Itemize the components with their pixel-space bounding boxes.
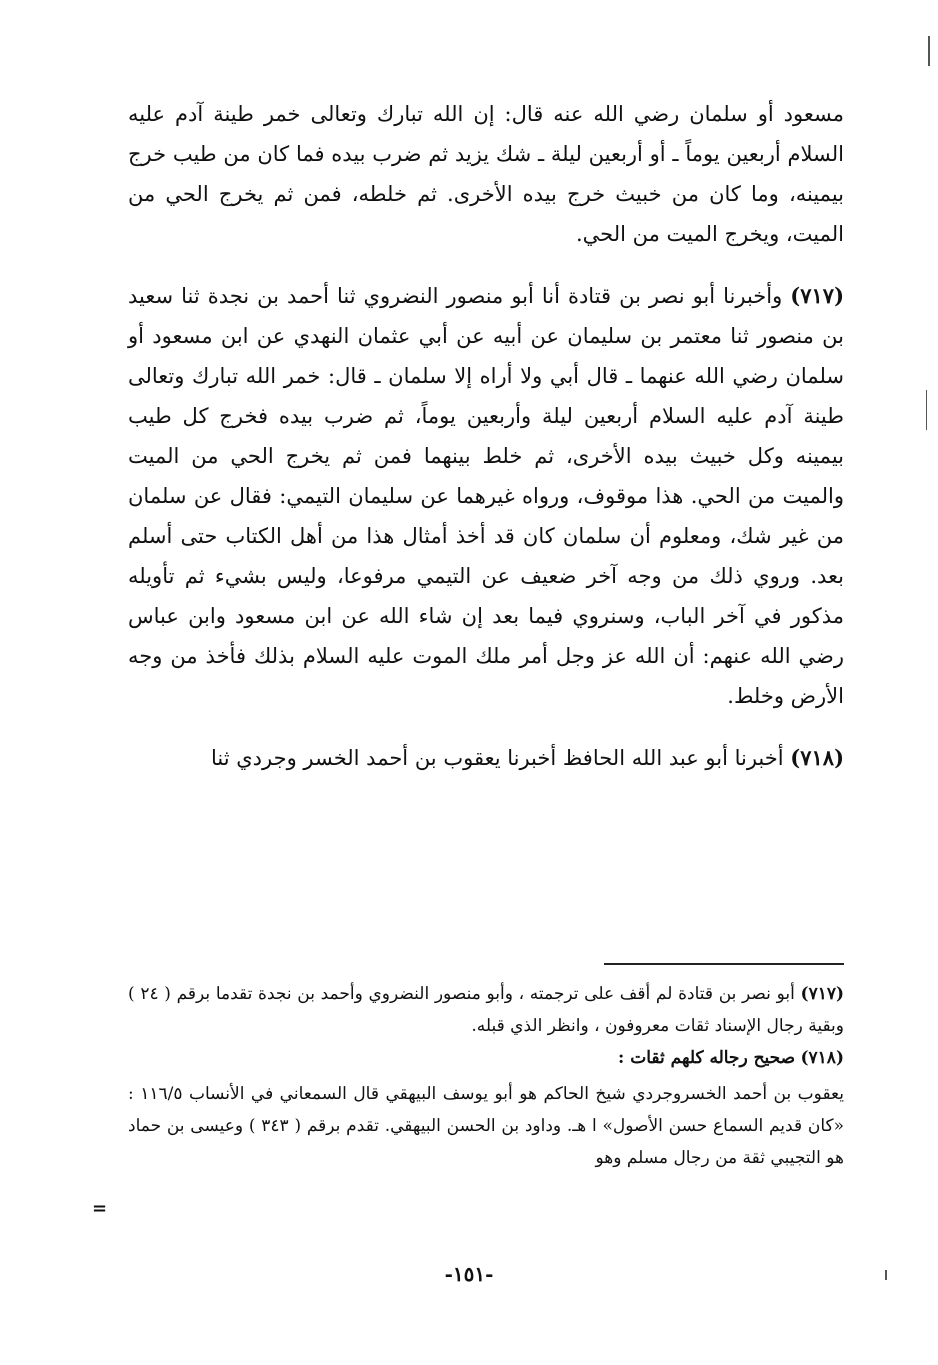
paragraph-number: (٧١٧) (790, 283, 844, 308)
paragraph-718 (128, 738, 844, 778)
page-number: -١٥١- (444, 1262, 494, 1286)
footnote-718-heading (128, 1042, 844, 1074)
footnote-718-body (128, 1078, 844, 1174)
paragraph-text: مسعود أو سلمان رضي الله عنه قال: إن الله تبارك وتعالى خمر طينة آدم عليه السلام أربعين يوماً ـ أو أربعين ليلة ـ شك يزيد ثم ضرب بيده فما كان من طيب خرج بيمينه، وما كان من خبيث خرج بيده الأخرى. ثم خلطه، فمن ثم يخرج الحي من الميت، ويخرج الميت من الحي. (128, 102, 844, 246)
paragraph-continuation (128, 94, 844, 254)
footnotes (128, 978, 844, 1174)
paragraph-717 (128, 276, 844, 716)
footnote-717 (128, 978, 844, 1042)
footnote-text: يعقوب بن أحمد الخسروجردي شيخ الحاكم هو أبو يوسف البيهقي قال السمعاني في الأنساب ١١٦/٥ : «كان قديم السماع حسن الأصول» ا هـ. وداود بن الحسن البيهقي. تقدم برقم ( ٣٤٣ ) وعيسى بن حماد هو التجيبي ثقة من رجال مسلم وهو (128, 1084, 845, 1168)
footnote-text: أبو نصر بن قتادة لم أقف على ترجمته ، وأبو منصور النضروي وأحمد بن نجدة تقدما برقم ( ٢٤ ) وبقية رجال الإسناد ثقات معروفون ، وانظر الذي قبله. (128, 984, 844, 1036)
footnote-heading: صحيح رجاله كلهم ثقات : (618, 1048, 796, 1068)
continuation-mark: = (92, 1198, 108, 1219)
scan-edge-mark (928, 36, 930, 66)
main-text (128, 94, 844, 778)
paragraph-text: وأخبرنا أبو نصر بن قتادة أنا أبو منصور النضروي ثنا أحمد بن نجدة ثنا سعيد بن منصور ثنا معتمر بن سليمان عن أبيه عن أبي عثمان النهدي عن ابن مسعود أو سلمان رضي الله عنهما ـ قال أبي ولا أراه إلا سلمان ـ قال: خمر الله تبارك وتعالى طينة آدم عليه السلام أربعين ليلة وأربعين يوماً، ثم ضرب بيده فخرج كل طيب بيمينه وكل خبيث بيده الأخرى، ثم خلط بينهما فمن ثم يخرج الحي من الميت والميت من الحي. هذا موقوف، ورواه غيرهما عن سليمان التيمي: فقال عن سلمان من غير شك، ومعلوم أن سلمان كان قد أخذ أمثال هذا من أهل الكتاب حتى أسلم بعد. وروي ذلك من وجه آخر ضعيف عن التيمي مرفوعا، وليس بشيء ثم تأويله مذكور في آخر الباب، وسنروي فيما بعد إن شاء الله عن ابن مسعود وابن عباس رضي الله عنهم: أن الله عز وجل أمر ملك الموت عليه السلام بذلك فأخذ من وجه الأرض وخلط. (128, 284, 844, 708)
paragraph-number: (٧١٨) (790, 745, 844, 770)
paragraph-text: أخبرنا أبو عبد الله الحافظ أخبرنا يعقوب بن أحمد الخسر وجردي ثنا (210, 746, 784, 770)
scan-edge-mark (885, 1270, 887, 1280)
footnote-divider (604, 963, 844, 965)
scan-edge-mark (926, 390, 927, 430)
footnote-number: (٧١٨) (800, 1048, 844, 1068)
footnote-number: (٧١٧) (800, 984, 845, 1004)
